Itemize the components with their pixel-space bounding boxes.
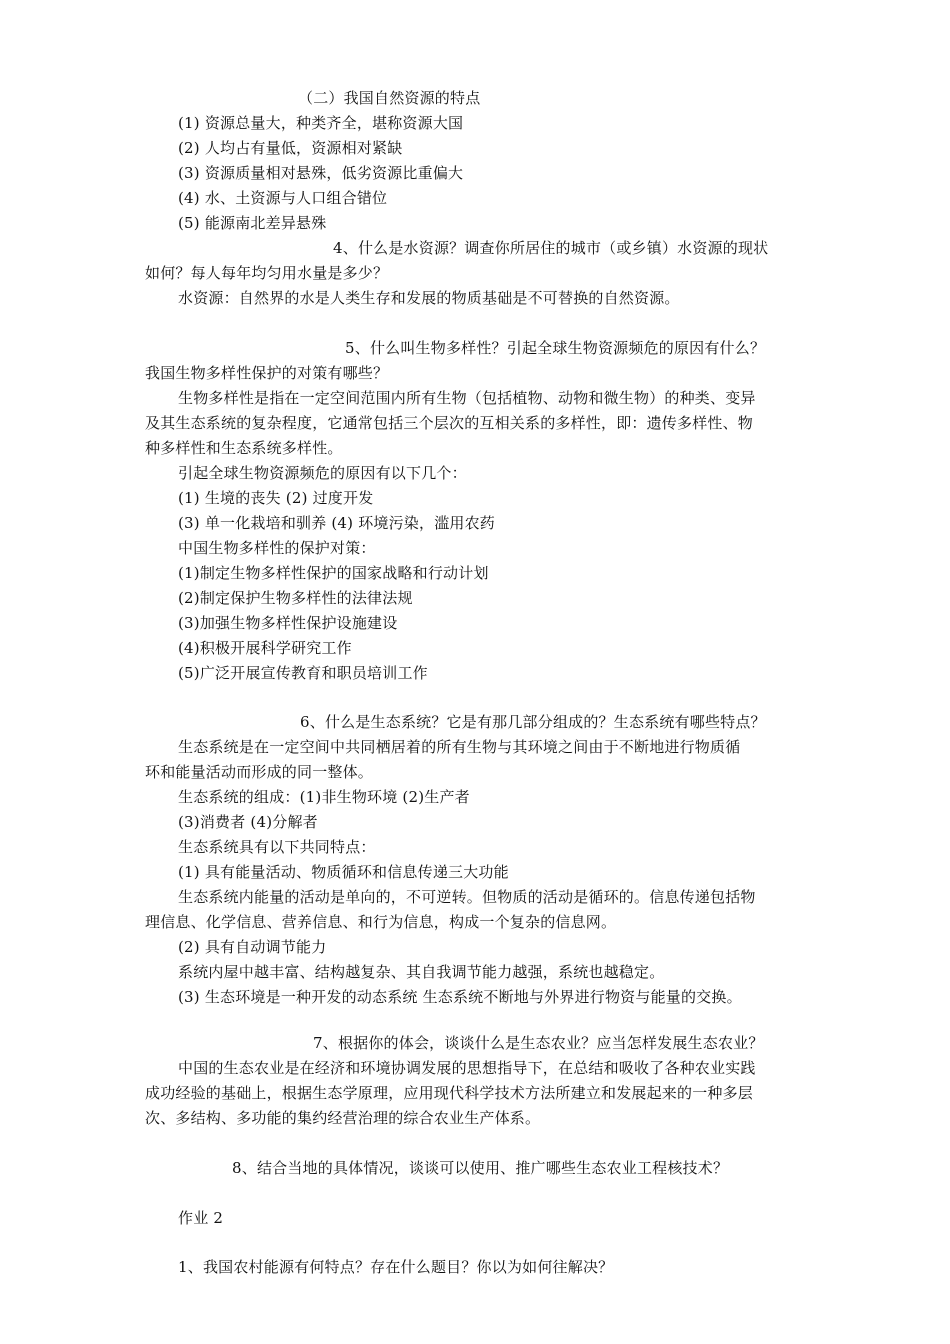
text-line: 种多样性和生态系统多样性。 <box>145 439 343 457</box>
section-heading: （二）我国自然资源的特点 <box>298 89 481 107</box>
text-line: 中国生物多样性的保护对策： <box>178 539 376 557</box>
text-line: 系统内屋中越丰富、结构越复杂、其自我调节能力越强，系统也越稳定。 <box>178 963 665 981</box>
text-line: 成功经验的基础上，根据生态学原理，应用现代科学技术方法所建立和发展起来的一种多层 <box>145 1084 754 1102</box>
text-line: (2)制定保护生物多样性的法律法规 <box>178 589 413 607</box>
text-line: (1)制定生物多样性保护的国家战略和行动计划 <box>178 564 489 582</box>
text-line: (3) 生态环境是一种开发的动态系统 生态系统不断地与外界进行物资与能量的交换。 <box>178 988 742 1006</box>
text-line: 生态系统内能量的活动是单向的，不可逆转。但物质的活动是循环的。信息传递包括物 <box>178 888 756 906</box>
text-line: 生物多样性是指在一定空间范围内所有生物（包括植物、动物和微生物）的种类、变异 <box>178 389 756 407</box>
text-line: 我国生物多样性保护的对策有哪些？ <box>145 364 389 382</box>
text-line: 及其生态系统的复杂程度，它通常包括三个层次的互相关系的多样性，即：遗传多样性、物 <box>145 414 754 432</box>
text-line: (3)加强生物多样性保护设施建设 <box>178 614 398 632</box>
text-line: 次、多结构、多功能的集约经营治理的综合农业生产体系。 <box>145 1109 541 1127</box>
text-line: 中国的生态农业是在经济和环境协调发展的思想指导下，在总结和吸收了各种农业实践 <box>178 1059 756 1077</box>
text-line: (1) 生境的丧失 (2) 过度开发 <box>178 489 374 507</box>
text-line: (5)广泛开展宣传教育和职员培训工作 <box>178 664 428 682</box>
question-heading: 5、什么叫生物多样性？引起全球生物资源频危的原因有什么？ <box>345 339 766 357</box>
question-heading: 4、什么是水资源？调查你所居住的城市（或乡镇）水资源的现状 <box>333 239 769 257</box>
text-line: 水资源：自然界的水是人类生存和发展的物质基础是不可替换的自然资源。 <box>178 289 680 307</box>
text-line: (2) 具有自动调节能力 <box>178 938 327 956</box>
question-heading: 7、根据你的体会，谈谈什么是生态农业？应当怎样发展生态农业？ <box>313 1034 764 1052</box>
text-line: (3)消费者 (4)分解者 <box>178 813 318 831</box>
assignment-heading: 作业 2 <box>178 1209 224 1227</box>
question-heading: 6、什么是生态系统？它是有那几部分组成的？生态系统有哪些特点？ <box>300 713 766 731</box>
text-line: (3) 资源质量相对悬殊，低劣资源比重偏大 <box>178 164 464 182</box>
text-line: (5) 能源南北差异悬殊 <box>178 214 327 232</box>
text-line: (1) 资源总量大，种类齐全，堪称资源大国 <box>178 114 464 132</box>
question-heading: 1、我国农村能源有何特点？存在什么题目？你以为如何往解决？ <box>178 1258 614 1276</box>
text-line: (1) 具有能量活动、物质循环和信息传递三大功能 <box>178 863 509 881</box>
text-line: (4)积极开展科学研究工作 <box>178 639 352 657</box>
text-line: 生态系统具有以下共同特点： <box>178 838 376 856</box>
text-line: (4) 水、土资源与人口组合错位 <box>178 189 388 207</box>
text-line: 环和能量活动而形成的同一整体。 <box>145 763 374 781</box>
text-line: 生态系统是在一定空间中共同栖居着的所有生物与其环境之间由于不断地进行物质循 <box>178 738 741 756</box>
text-line: 引起全球生物资源频危的原因有以下几个： <box>178 464 467 482</box>
text-line: 如何？每人每年均匀用水量是多少？ <box>145 264 389 282</box>
text-line: 理信息、化学信息、营养信息、和行为信息，构成一个复杂的信息网。 <box>145 913 617 931</box>
text-line: (2) 人均占有量低，资源相对紧缺 <box>178 139 403 157</box>
text-line: (3) 单一化栽培和驯养 (4) 环境污染，滥用农药 <box>178 514 496 532</box>
question-heading: 8、结合当地的具体情况，谈谈可以使用、推广哪些生态农业工程核技术？ <box>232 1159 729 1177</box>
text-line: 生态系统的组成：(1)非生物环境 (2)生产者 <box>178 788 470 806</box>
